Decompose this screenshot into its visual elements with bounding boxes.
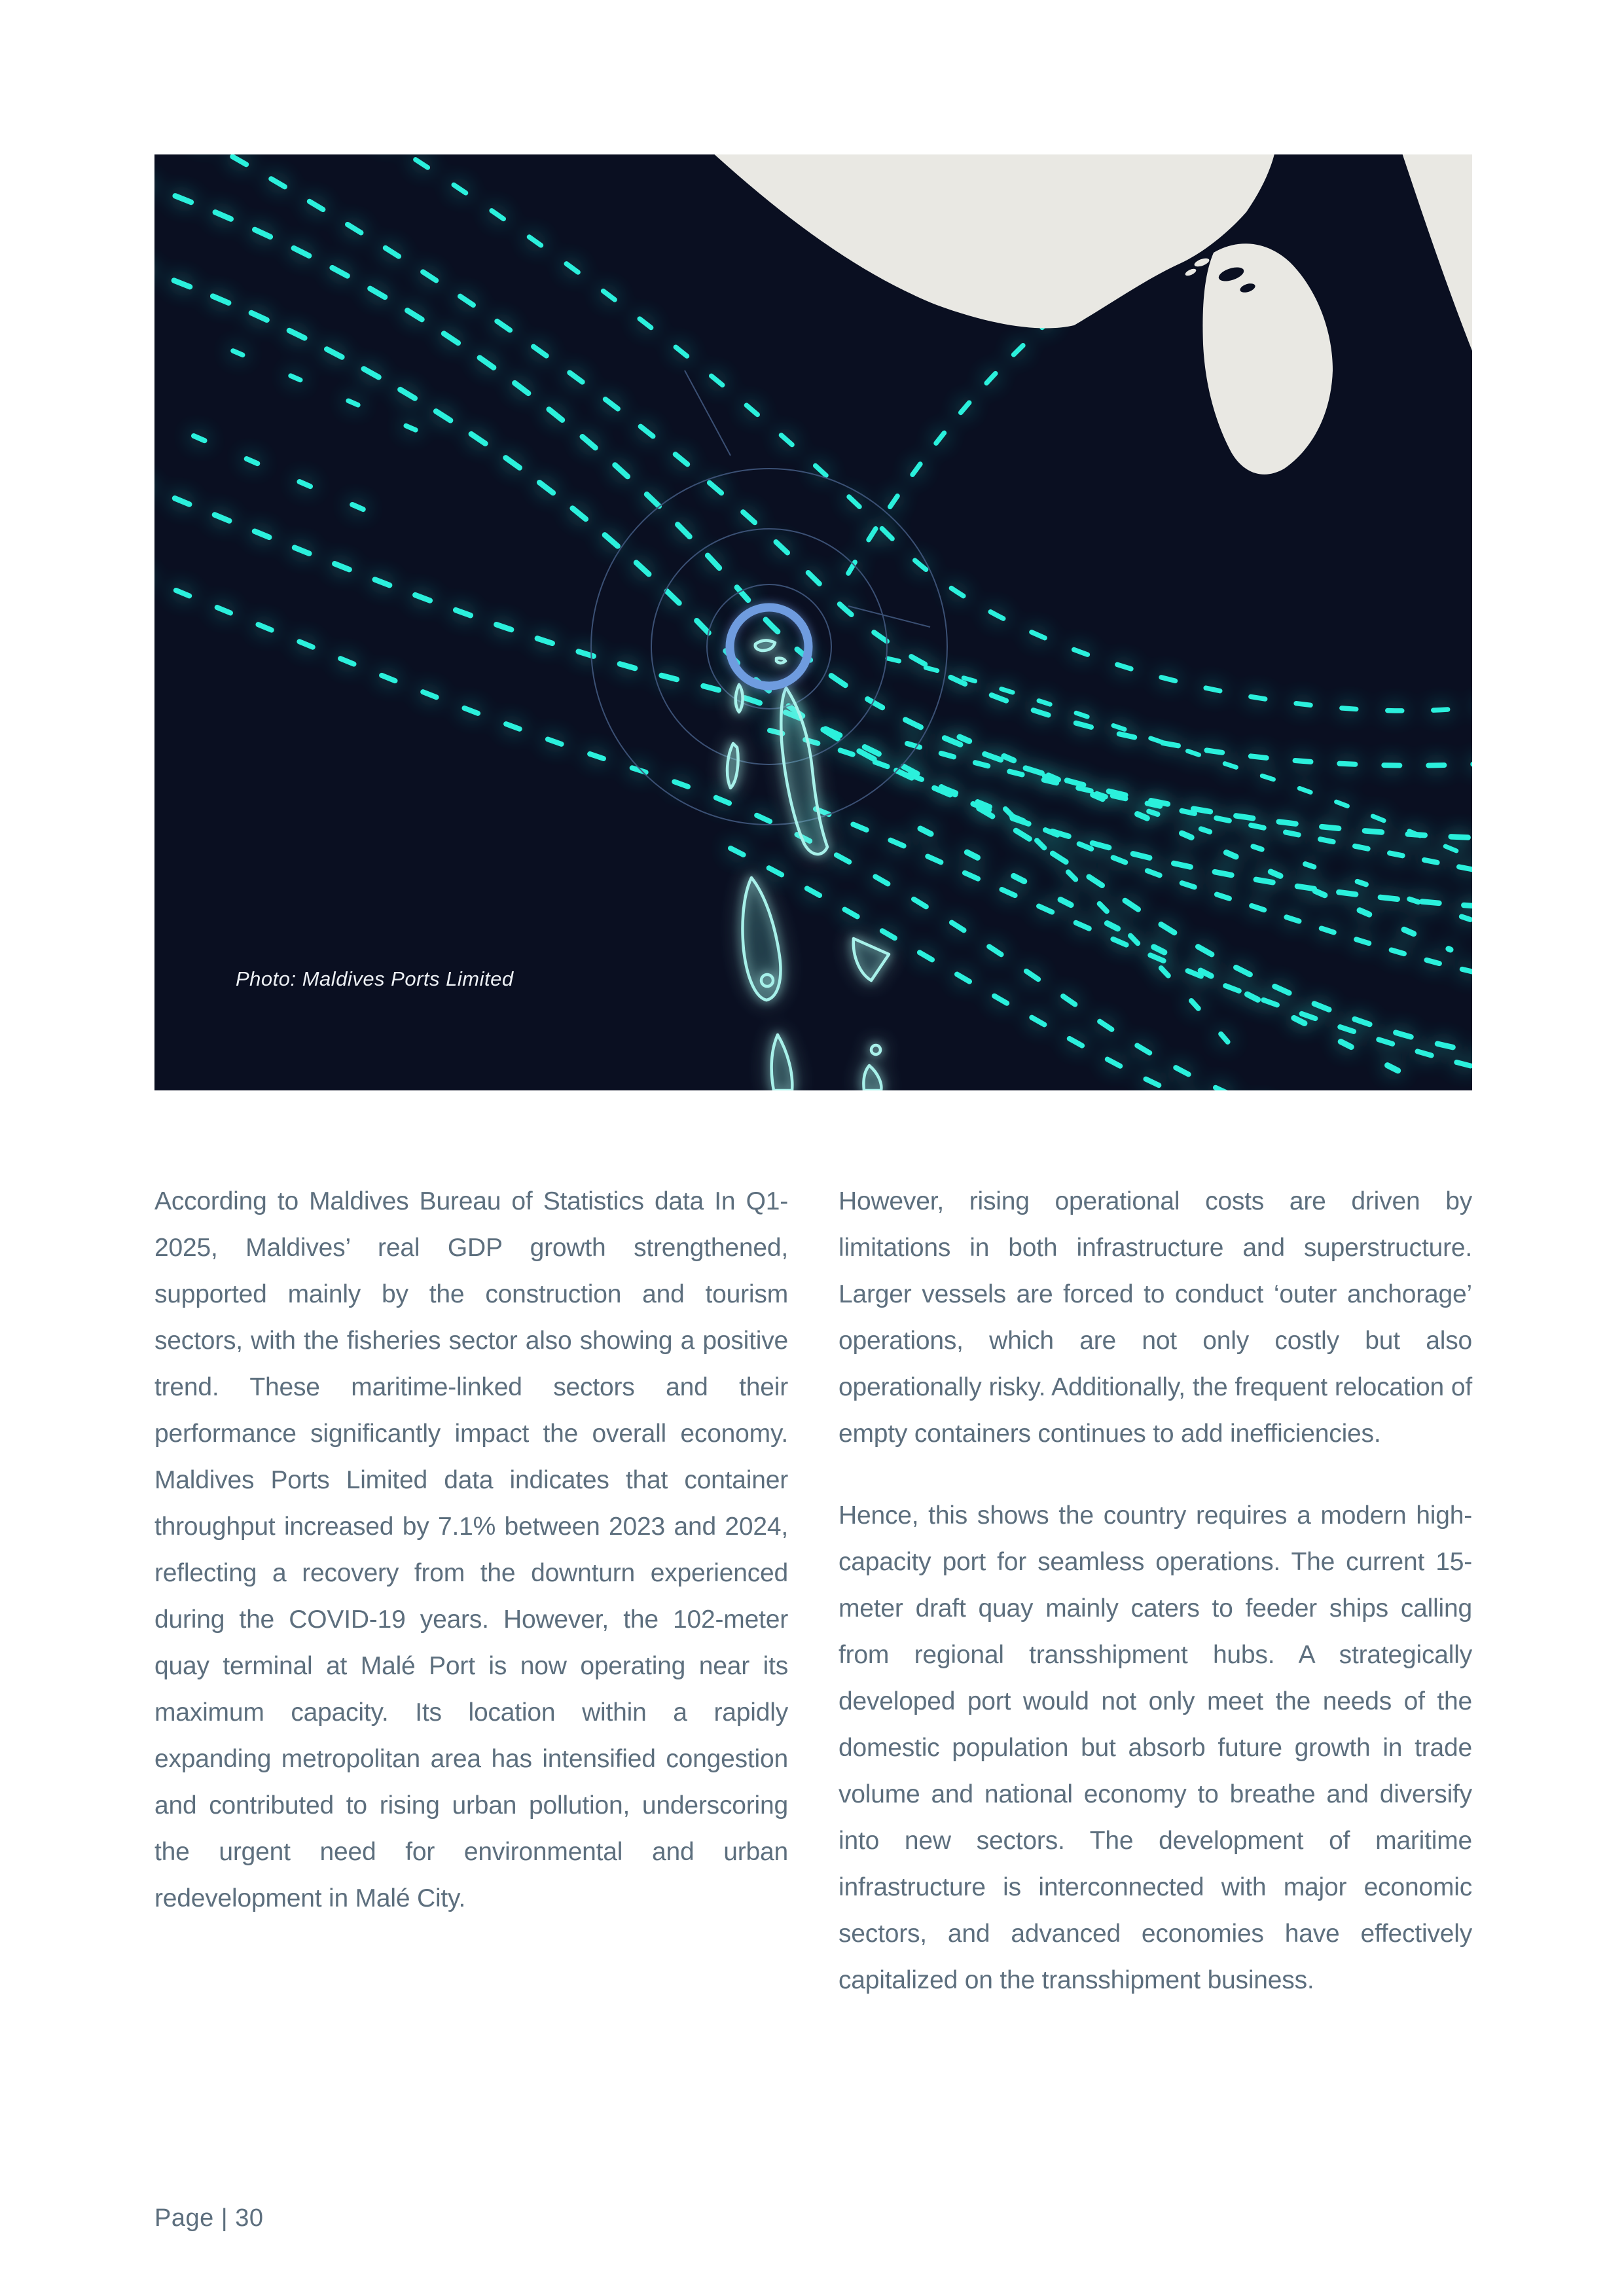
photo-credit: Photo: Maldives Ports Limited	[236, 967, 514, 990]
page-number: Page | 30	[154, 2204, 264, 2232]
paragraph-operational-costs: However, rising operational costs are driven by limitations in both infrastructure and superstructure. Larger vessels are forced to conduct ‘outer anchorage’ operations, which are not only costly but also operationally risky. Additionally, the frequent relocation of empty containers continues to add inefficiencies.	[839, 1187, 1472, 1448]
paragraph-modern-port-need: Hence, this shows the country requires a modern high-capacity port for seamless operations. The current 15-meter draft quay mainly caters to feeder ships calling from regional transshipment hubs. A strategically developed port would not only meet the needs of the domestic population but absorb future growth in trade volume and national economy to breathe and diversify into new sectors. The development of maritime infrastructure is interconnected with major economic sectors, and advanced economies have effectively capitalized on the transshipment business.	[839, 1501, 1472, 1994]
article-column-left	[154, 1178, 788, 2003]
article-body	[154, 1178, 1472, 2003]
map-graphic	[154, 154, 1472, 1090]
article-column-right	[839, 1178, 1472, 2003]
paragraph-gdp-growth: According to Maldives Bureau of Statistics data In Q1-2025, Maldives’ real GDP growth strengthened, supported mainly by the construction and tourism sectors, with the fisheries sector also showing a positive trend. These maritime-linked sectors and their performance significantly impact the overall economy. Maldives Ports Limited data indicates that container throughput increased by 7.1% between 2023 and 2024, reflecting a recovery from the downturn experienced during the COVID-19 years. However, the 102-meter quay terminal at Malé Port is now operating near its maximum capacity. Its location within a rapidly expanding metropolitan area has intensified congestion and contributed to rising urban pollution, underscoring the urgent need for environmental and urban redevelopment in Malé City.	[154, 1187, 788, 1912]
maritime-traffic-map	[154, 154, 1472, 1090]
